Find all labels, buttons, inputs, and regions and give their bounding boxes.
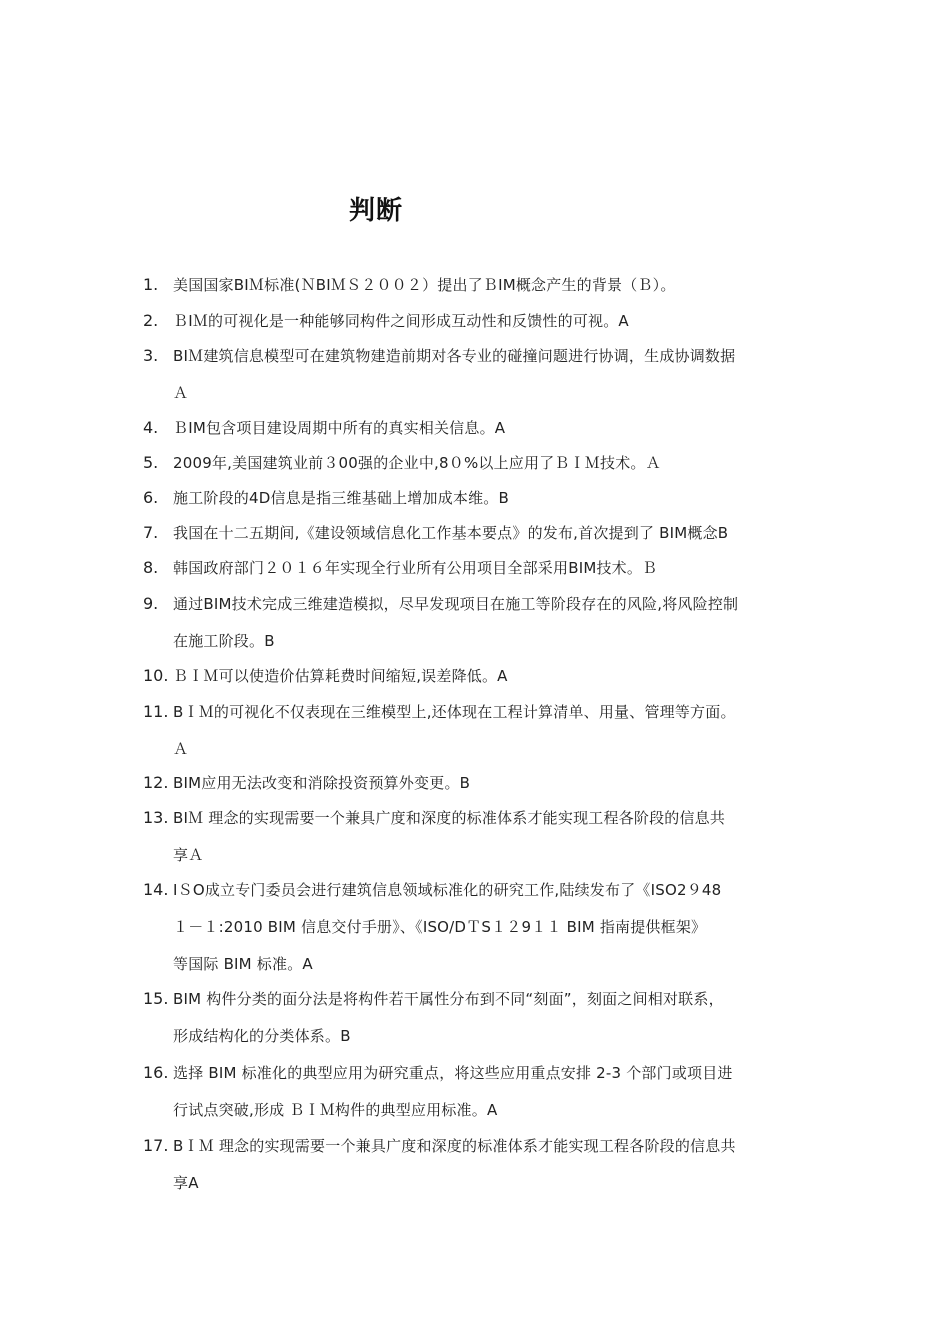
question-text-line: １－１:2010 BIM 信息交付手册》、《ISO/DＴS１２9１１ BIM 指南提供框架》	[173, 918, 707, 936]
question-text-line: 选择 BIM 标准化的典型应用为研究重点，将这些应用重点安排 2-3 个部门或项目进	[173, 1064, 733, 1082]
question-number: 1.	[143, 275, 159, 294]
question-number: 10.	[143, 666, 169, 685]
question-text-line: ＢIM包含项目建设周期中所有的真实相关信息。A	[173, 419, 506, 437]
question-number: 11.	[143, 702, 169, 721]
question-number: 16.	[143, 1063, 169, 1082]
question-text-line: BIM应用无法改变和消除投资预算外变更。B	[173, 774, 471, 792]
page-title: 判断	[349, 196, 404, 226]
question-number: 4.	[143, 418, 159, 437]
question-number: 8.	[143, 558, 159, 577]
question-text-line: 施工阶段的4D信息是指三维基础上增加成本维。B	[173, 489, 509, 507]
question-text-line: 2009年,美国建筑业前３00强的企业中,8０%以上应用了ＢＩＭ技术。Ａ	[173, 454, 661, 472]
question-text-line: 行试点突破,形成 ＢＩＭ构件的典型应用标准。A	[173, 1101, 498, 1119]
question-number: 5.	[143, 453, 159, 472]
question-text-line: Ａ	[173, 384, 189, 402]
question-number: 14.	[143, 880, 169, 899]
question-text-line: BＩＭ的可视化不仅表现在三维模型上,还体现在工程计算清单、用量、管理等方面。	[173, 703, 736, 721]
question-text-line: 享A	[173, 1174, 199, 1192]
question-number: 13.	[143, 808, 169, 827]
question-text-line: 通过BIM技术完成三维建造模拟，尽早发现项目在施工等阶段存在的风险,将风险控制	[173, 595, 739, 613]
question-number: 17.	[143, 1136, 169, 1155]
question-number: 12.	[143, 773, 169, 792]
question-text-line: 在施工阶段。B	[173, 632, 275, 650]
question-text-line: 享Ａ	[173, 846, 204, 864]
question-text-line: 形成结构化的分类体系。B	[173, 1027, 351, 1045]
question-number: 7.	[143, 523, 159, 542]
question-text-line: IＳO成立专门委员会进行建筑信息领域标准化的研究工作,陆续发布了《ISO2９48	[173, 881, 722, 899]
question-text-line: ＢIＭ的可视化是一种能够同构件之间形成互动性和反馈性的可视。A	[173, 312, 629, 330]
question-number: 6.	[143, 488, 159, 507]
question-number: 9.	[143, 594, 159, 613]
question-text-line: 我国在十二五期间,《建设领域信息化工作基本要点》的发布,首次提到了 BIM概念B	[173, 524, 729, 542]
question-text-line: Ａ	[173, 740, 189, 758]
question-text-line: BIＭ建筑信息模型可在建筑物建造前期对各专业的碰撞问题进行协调，生成协调数据	[173, 347, 736, 365]
question-text-line: ＢＩＭ可以使造价估算耗费时间缩短,误差降低。A	[173, 667, 508, 685]
question-text-line: 美国国家BIＭ标准(ＮBIＭＳ２００２）提出了ＢIM概念产生的背景（Ｂ）。	[173, 276, 676, 294]
question-text-line: 等国际 BIM 标准。A	[173, 955, 313, 973]
question-text-line: 韩国政府部门２０１６年实现全行业所有公用项目全部采用BIM技术。Ｂ	[173, 559, 658, 577]
question-text-line: BIＭ 理念的实现需要一个兼具广度和深度的标准体系才能实现工程各阶段的信息共	[173, 809, 726, 827]
question-text-line: BIM 构件分类的面分法是将构件若干属性分布到不同“刻面”，刻面之间相对联系，	[173, 990, 724, 1008]
question-text-line: BＩＭ 理念的实现需要一个兼具广度和深度的标准体系才能实现工程各阶段的信息共	[173, 1137, 736, 1155]
question-number: 3.	[143, 346, 159, 365]
question-number: 2.	[143, 311, 159, 330]
question-number: 15.	[143, 989, 169, 1008]
